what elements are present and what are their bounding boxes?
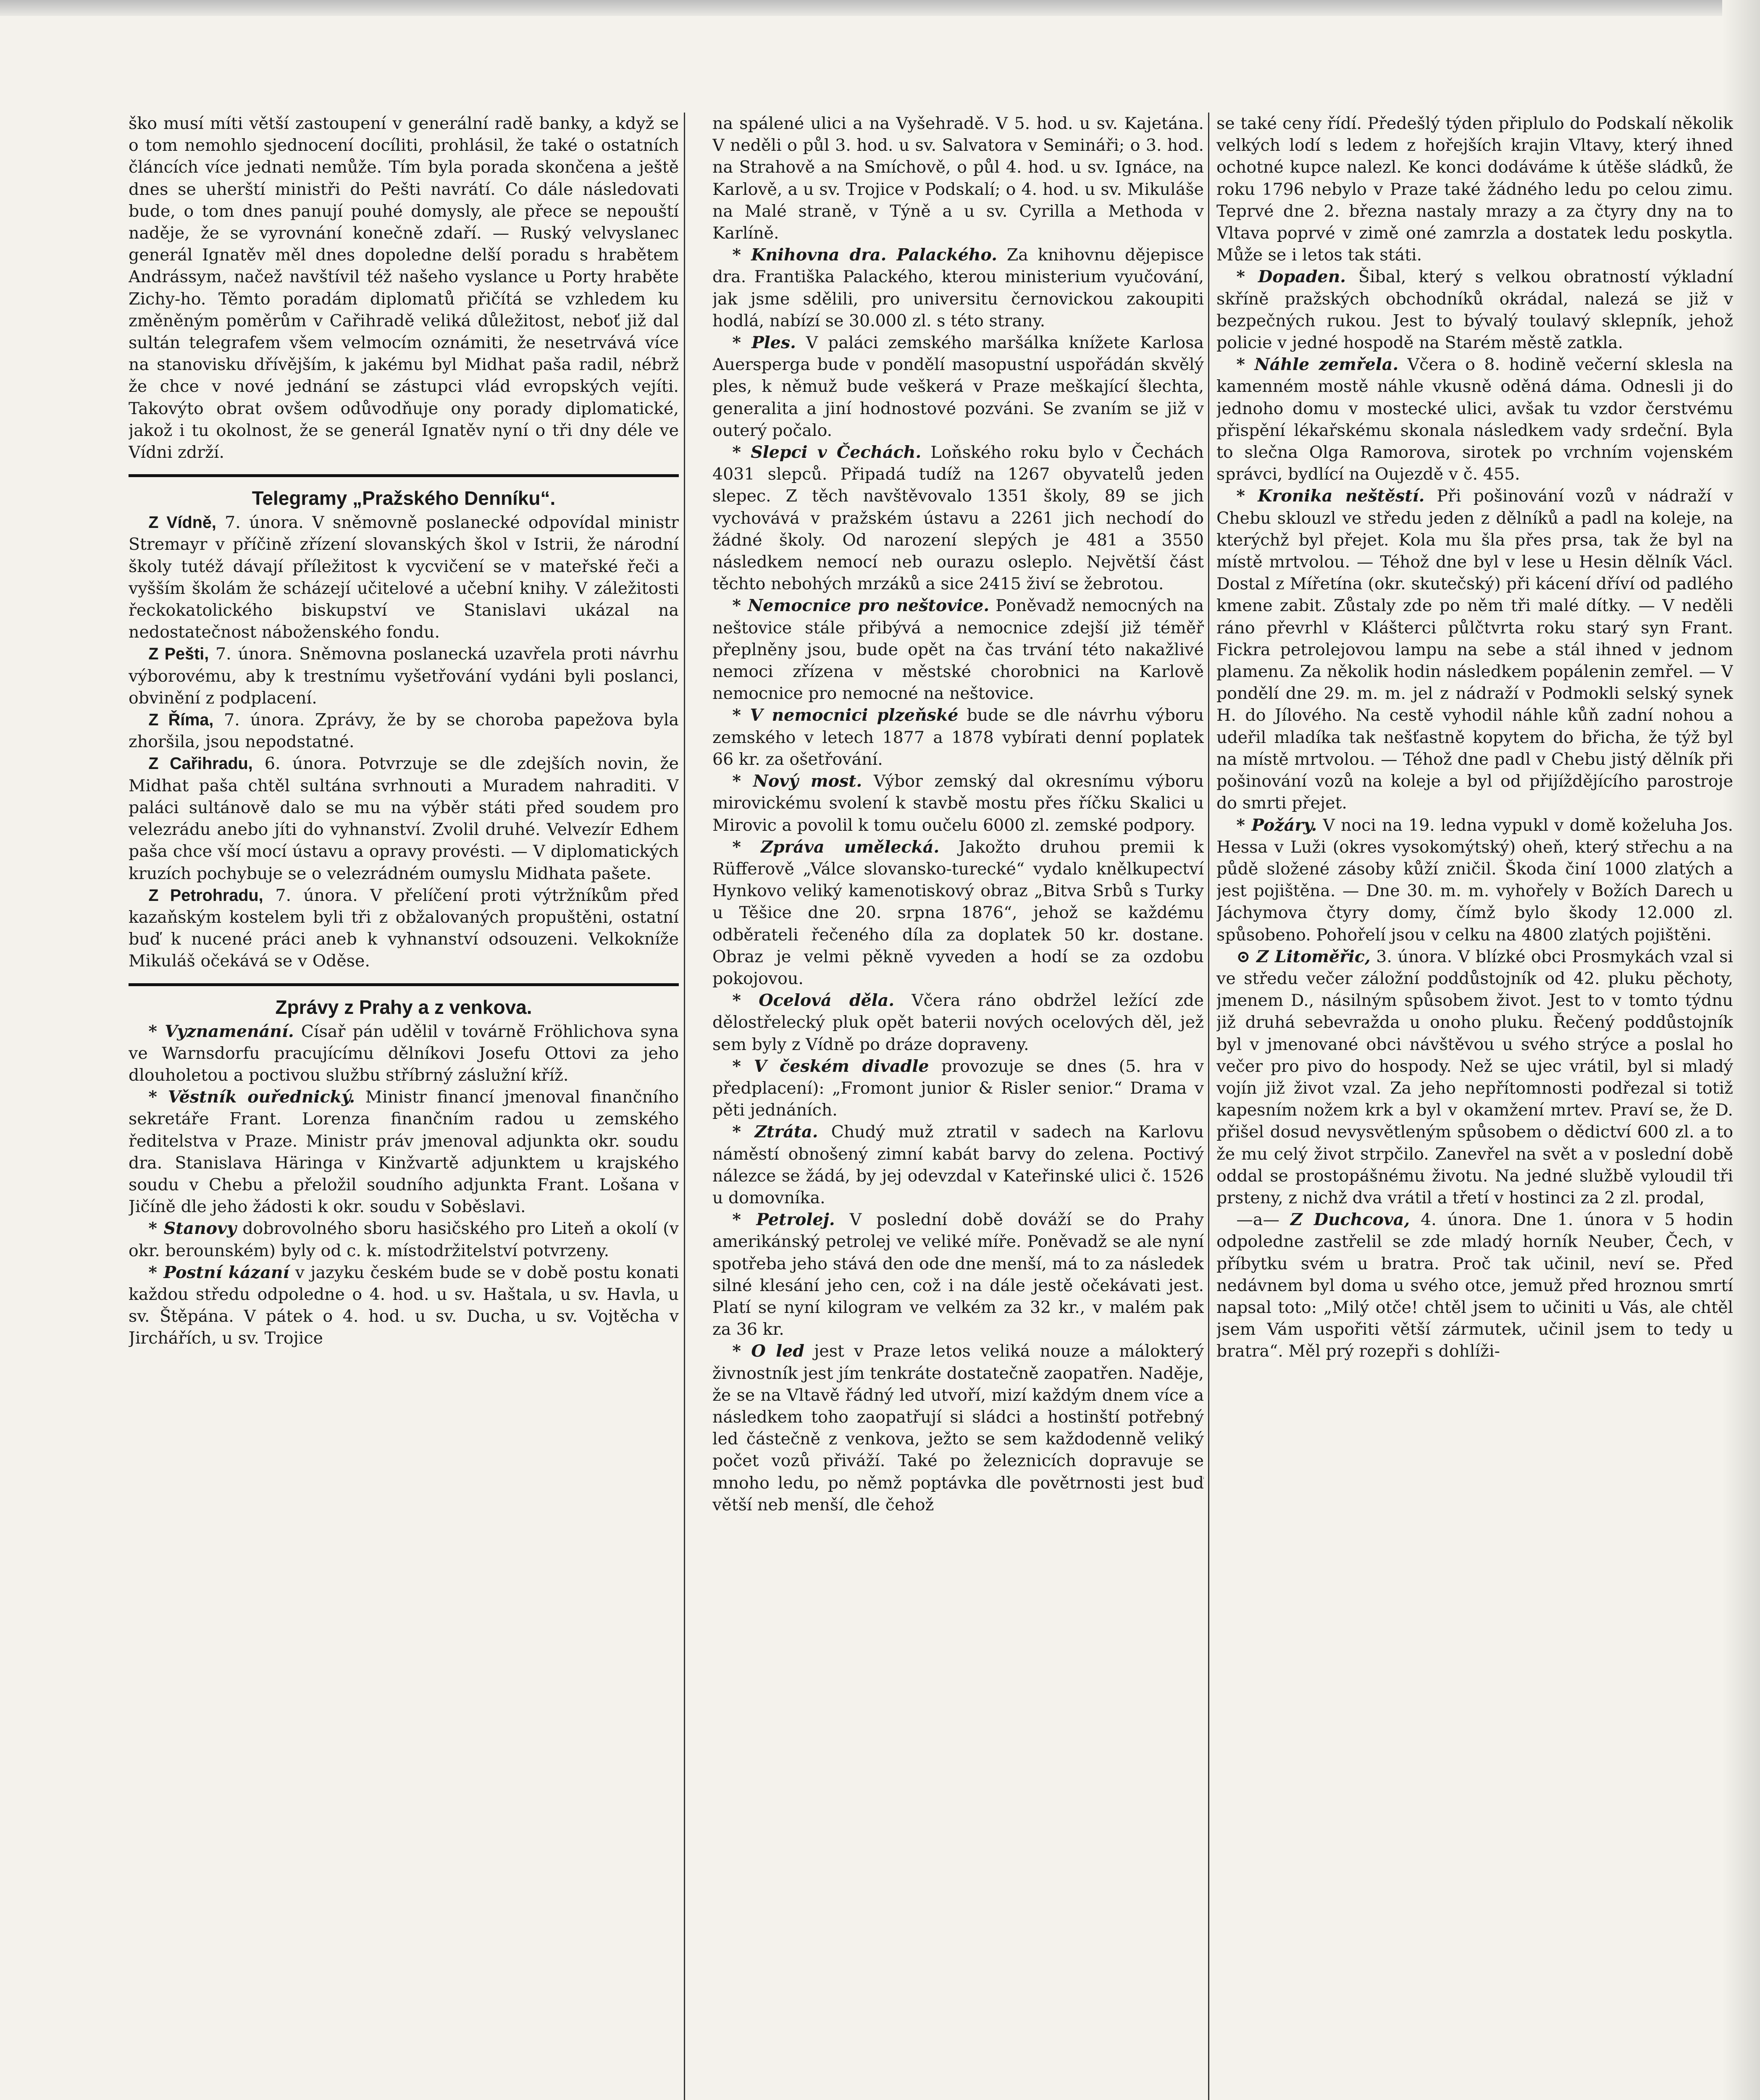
news-item: —a— Z Duchcova, 4. února. Dne 1. února v 5 hodin odpoledne zastřelil se zde mladý horník Neuber, Čech, v příbytku svém u bratra. Proč tak učinil, neví se. Před nedávnem byl doma u svého otce, jemuž před hroznou smrtí napsal toto: „Milý otče! chtěl jsem to učiniti u Vás, ale chtěl jsem Vám uspořiti větší zármutek, učinil jsem to tedy u bratra“. Měl prý rozepři s dohlíži- (1216, 1210, 1733, 1361)
news-item: * Požáry. V noci na 19. ledna vypukl v domě koželuha Jos. Hessa v Luži (okres vysokomýtský) oheň, který střechu a na půdě složené zásoby kůží zničil. Škoda činí 1000 zlatých a jest pojištěna. — Dne 30. m. m. vyhořely v Božích Darech u Jáchymova čtyry domy, čímž bylo škody 12.000 zl. spůsobeno. Pohořelí jsou v celku na 4800 zlatých pojištěni. (1216, 815, 1733, 945)
news-item-title: Ocelová děla. (759, 991, 895, 1011)
article-continuation: na spálené ulici a na Vyšehradě. V 5. hod. u sv. Kajetána. V neděli o půl 3. hod. u sv. Salvatora v Semináři; o 3. hod. na Strahově a na Smíchově, o půl 4. hod. u sv. Ignáce, na Karlově, a u sv. Trojice v Podskalí; o 4. hod. u sv. Mikuláše na Malé straně, v Týně a u sv. Cyrilla a Methoda v Karlíně. (712, 114, 1204, 243)
news-item-title: Petrolej. (756, 1210, 835, 1230)
correspondent-mark-icon: ⊙ (1236, 947, 1257, 966)
section-divider (129, 474, 679, 477)
news-item-title: Postní kázaní (163, 1263, 289, 1282)
dateline: Z Vídně, (148, 513, 216, 532)
news-item: * Kronika neštěstí. Při pošinování vozů v nádraží v Chebu sklouzl ve středu jeden z dělníků a padl na koleje, na kterýchž byl přejet. Kola mu šla přes prsa, tak že byl na místě mrtvolou. — Téhož dne byl v lese u Hesin dělník Václ. Dostal z Mířetína (okr. skutečský) při kácení dříví od padlého kmene zabit. Zůstaly zde po něm tři malé dítky. — V neděli ráno převrhl v Klášterci půlčtvrta roku starý syn Frant. Fickra petrolejovou lampu na sebe a stál ihned v jednom plamenu. Za několik hodin následkem popálenin zemřel. — V pondělí dne 29. m. m. jel z nádraží v Podmokli selský synek H. do Jílového. Na cestě vyhodil náhle kůň zadní nohou a udeřil mladíka tak nešťastně kopytem do břicha, že týž byl na místě mrtvolou. — Téhož dne padl v Chebu jistý dělník při pošinování vozů na koleje a byl od přijíždějícího parostroje do smrti přejet. (1216, 486, 1733, 813)
dateline: Z Petrohradu, (148, 886, 263, 905)
news-item-title: V nemocnici plzeňské (750, 706, 959, 725)
news-item-title: V českém divadle (754, 1056, 929, 1076)
news-item-title: Věstník ouřednický. (168, 1087, 355, 1107)
news-item: * Ocelová děla. Včera ráno obdržel ležící zde dělostřelecký pluk opět baterii nových ocelových děl, jež sem byly z Vídně po dráze dopraveny. (712, 991, 1204, 1054)
section-heading-local-news: Zprávy z Prahy a z venkova. (275, 996, 532, 1018)
news-item-title: Náhle zemřela. (1254, 355, 1399, 375)
newspaper-page (129, 113, 1733, 2100)
article-continuation: ško musí míti větší zastoupení v generální radě banky, a když se o tom nemohlo sjednocení docíliti, prohlásil, že také o ostatních článcích více jednati nemůže. Tím byla porada skončena a ještě dnes se uherští ministři do Pešti navrátí. Co dále následovati bude, o tom dnes panují pouhé domysly, ale přece se nepouští naděje, že se vyrovnání konečně zdaří. — Ruský velvyslanec generál Ignatěv měl dnes dopoledne delší poradu s hrabětem Andrássym, načež navštívil též našeho vyslance u Porty hraběte Zichy-ho. Těmto poradám diplomatů přičítá se vzhledem ku změněným poměrům v Cařihradě veliká důležitost, neboť již dal sultán telegrafem všem velmocím oznámiti, že nesetrvává více na stanovisku dřívějším, k jakému byl Midhat paša radil, nébrž že chce v nové jednání se zástupci vlád evropských vejíti. Takovýto obrat ovšem odůvodňuje ony porady diplomatické, jakož i tu okolnost, že se generál Ignatěv nyní o tři dny déle ve Vídni zdrží. (129, 114, 679, 462)
telegram-item: Z Říma, 7. února. Zprávy, že by se choroba papežova byla zhoršila, jsou nepodstatné. (129, 710, 679, 752)
scan-top-margin (0, 0, 1760, 16)
dateline: Z Cařihradu, (148, 754, 253, 773)
column-left (129, 113, 679, 2100)
news-item: * Zpráva umělecká. Jakožto druhou premii k Rüfferově „Válce slovansko-turecké“ vydalo knělkupectví Hynkovo veliký kamenotiskový obraz „Bitva Srbů s Turky u Těšice dne 20. srpna 1876“, jehož se každému odběrateli řečeného díla za doplatek 50 kr. dostane. Obraz je velmi pěkně vyveden a hodí se za ozdobu pokojovou. (712, 837, 1204, 988)
dateline: Z Duchcova, (1290, 1210, 1410, 1230)
news-item-title: Nový most. (753, 772, 862, 791)
news-item: * Postní kázaní v jazyku českém bude se v době postu konati každou středu odpoledne o 4. hod. u sv. Haštala, u sv. Havla, u sv. Štěpána. V pátek o 4. hod. u sv. Ducha, u sv. Vojtěcha v Jirchářích, u sv. Trojice (129, 1263, 679, 1348)
news-item: * Náhle zemřela. Včera o 8. hodině večerní sklesla na kamenném mostě náhle vkusně oděná dáma. Odnesli ji do jednoho domu v mostecké ulici, avšak tu vzdor čerstvému přispění lékařskému skonala následkem vady srdeční. Byla to slečna Olga Ramorova, sirotek po vrchním vojenském správci, bydlící na Oujezdě v č. 455. (1216, 355, 1733, 484)
news-item-title: Stanovy (163, 1219, 236, 1239)
correspondent-sign: —a— (1236, 1210, 1279, 1230)
news-item: * O led jest v Praze letos veliká nouze a málokterý živnostník jest jím tenkráte dostatečně zaopatřen. Naděje, že se na Vltavě řádný led utvoří, mizí každým dnem více a následkem toho zaopatřují si sládci a hostinští potřebný led částečně z venkova, ježto se sem každodenně veliký počet vozů přiváží. Také po železnicích dopravuje se mnoho ledu, po němž poptávka dle povětrnosti jest buď větší neb menší, dle čehož (712, 1341, 1204, 1515)
news-item: * Věstník ouřednický. Ministr financí jmenoval finančního sekretáře Frant. Lorenza finančním radou u zemského ředitelstva v Praze. Ministr práv jmenoval adjunkta okr. soudu dra. Stanislava Häringa v Kinžvartě adjunktem u krajského soudu v Chebu a přeložil soudního adjunkta Frant. Lošana v Jičíně dle jeho žádosti k okr. soudu v Soběslavi. (129, 1087, 679, 1217)
news-item-title: Kronika neštěstí. (1258, 486, 1425, 506)
news-item-title: Zpráva umělecká. (761, 837, 940, 857)
column-rule (684, 113, 685, 2100)
section-divider (129, 983, 679, 986)
news-item-title: Slepci v Čechách. (751, 443, 922, 462)
column-right (1216, 113, 1733, 2100)
news-item-title: Požáry. (1251, 815, 1317, 835)
dateline: Z Litoměřic, (1256, 947, 1371, 966)
news-item-title: Nemocnice pro neštovice. (748, 596, 990, 616)
news-item-title: Ztráta. (754, 1122, 818, 1142)
telegram-item: Z Vídně, 7. února. V sněmovně poslanecké odpovídal ministr Stremayr v příčině zřízení slovanských škol v Istrii, že národní školy tutéž dávají příležitost k vycvičení se v mateřské řeči a vyšším školám že scházejí učitelové a učební knihy. V záležitosti řeckokatolického biskupství ve Stanislavi ukázal na nedostatečnost náboženského fondu. (129, 513, 679, 642)
news-item: * V českém divadle provozuje se dnes (5. hra v předplacení): „Fromont junior & Risler senior.“ Drama v pěti jednáních. (712, 1056, 1204, 1120)
news-item: * V nemocnici plzeňské bude se dle návrhu výboru zemského v letech 1877 a 1878 vybírati denní poplatek 66 kr. za ošetřování. (712, 706, 1204, 769)
news-item: * Stanovy dobrovolného sboru hasičského pro Liteň a okolí (v okr. berounském) byly od c. k. místodržitelství potvrzeny. (129, 1219, 679, 1260)
news-item-title: Dopaden. (1258, 267, 1346, 287)
news-item: * Vyznamenání. Císař pán udělil v továrně Fröhlichova syna ve Warnsdorfu pracujícímu dělníkovi Josefu Ottovi za jeho dlouholetou a poctivou službu stříbrný záslužní kříž. (129, 1021, 679, 1085)
news-item: * Ples. V paláci zemského maršálka knížete Karlosa Auersperga bude v pondělí masopustní uspořádán skvělý ples, k němuž bude veškerá v Praze meškající šlechta, generalita a jiní hodnostové pozváni. Se zvaním se již v outerý počalo. (712, 333, 1204, 440)
news-item: * Ztráta. Chudý muž ztratil v sadech na Karlovu náměstí obnošený zimní kabát barvy do zelena. Poctivý nálezce se žádá, by jej odevzdal v Kateřinské ulici č. 1526 u domovníka. (712, 1122, 1204, 1208)
news-item: ⊙ Z Litoměřic, 3. února. V blízké obci Prosmykách vzal si ve středu večer záložní poddůstojník od 42. pluku pěchoty, jmenem D., násilným spůsobem život. Jest to v tomto týdnu již druhá sebevražda u onoho pluku. Řečený poddůstojník byl v jmenované obci návštěvou u svého strýce a poslal ho večer pro pivo do hospody. Než se ujec vrátil, byl si mladý vojín již život vzal. Za jeho nepřítomnosti podřezal si totiž kapesním nožem krk a byl v okamžení mrtev. Praví se, že D. přišel dosud nevysvětleným spůsobem o dědictví 600 zl. a to že mu celý život strpčilo. Zanevřel na svět a v poslední době oddal se prostopášnému životu. Na jedné službě vyloudil tři prsteny, z nichž dva vrátil a třetí v hostinci za 2 zl. prodal, (1216, 947, 1733, 1208)
news-item: * Petrolej. V poslední době dováží se do Prahy amerikánský petrolej ve veliké míře. Poněvadž se ale nyní spotřeba jeho stává den ode dne menší, má to za následek silné klesání jeho cen, což i na dále jestě očekávati jest. Platí se nyní kilogram ve velkém za 32 kr., v malém pak za 36 kr. (712, 1210, 1204, 1339)
news-item: * Nový most. Výbor zemský dal okresnímu výboru mirovickému svolení k stavbě mostu přes říčku Skalici u Mirovic a povolil k tomu oučelu 6000 zl. zemské podpory. (712, 772, 1204, 835)
telegram-item: Z Cařihradu, 6. února. Potvrzuje se dle zdejších novin, že Midhat paša chtěl sultána svrhnouti a Muradem nahraditi. V paláci sultánově dalo se mu na výběr státi před soudem pro velezrádu anebo jíti do vyhnanství. Zvolil druhé. Velvezír Edhem paša chce vší mocí ústavu a opravy provésti. — V diplomatických kruzích pochybuje se o velezrádném oumyslu Midhata pašete. (129, 754, 679, 883)
news-item-title: Vyznamenání. (165, 1021, 294, 1041)
dateline: Z Pešti, (148, 645, 209, 664)
telegram-item: Z Petrohradu, 7. února. V přelíčení proti výtržníkům před kazaňským kostelem byli tři z obžalovaných propuštěni, ostatní buď k nucené práci aneb k vyhnanství odsouzeni. Velkokníže Mikuláš očekává se v Oděse. (129, 885, 679, 971)
news-item: * Slepci v Čechách. Loňského roku bylo v Čechách 4031 slepců. Připadá tudíž na 1267 obyvatelů jeden slepec. Z těch navštěvovalo 1351 školy, 89 se jich vychovává v pražském ústavu a 2261 jich nechodí do žádné školy. Od narození slepých je 481 a 3550 následkem nemocí neb ourazu osleplo. Největší část těchto nebohých mrzáků a sice 2415 živí se žebrotou. (712, 443, 1204, 594)
column-rule (1208, 113, 1209, 2100)
section-heading-telegrams: Telegramy „Pražského Denníku“. (252, 487, 556, 509)
dateline: Z Říma, (148, 711, 214, 730)
news-item: * Knihovna dra. Palackého. Za knihovnu dějepisce dra. Františka Palackého, kterou ministerium vyučování, jak jsme sdělili, pro universitu černovickou zakoupiti hodlá, nabízí se 30.000 zl. s této strany. (712, 245, 1204, 331)
article-continuation: se také ceny řídí. Předešlý týden připlulo do Podskalí několik velkých lodí s ledem z hořejších krajin Vltavy, který ihned ochotné kupce nalezl. Ke konci dodáváme k útěše sládků, že roku 1796 nebylo v Praze také žádného ledu po celou zimu. Teprvé dne 2. března nastaly mrazy a za čtyry dny na to Vltava poprvé v zimě oné zamrzla a dostatek ledu poskytla. Může se i letos tak státi. (1216, 114, 1733, 265)
news-item: * Dopaden. Šibal, který s velkou obratností výkladní skříně pražských obchodníků okrádal, nalezá se již v bezpečných rukou. Jest to bývalý toulavý sklepník, jehož policie v jedné hospodě na Starém městě zatkla. (1216, 267, 1733, 353)
telegram-item: Z Pešti, 7. února. Sněmovna poslanecká uzavřela proti návrhu výborovému, aby k trestnímu vyšetřování vydáni byli poslanci, obvinění z podplacení. (129, 644, 679, 708)
news-item: * Nemocnice pro neštovice. Poněvadž nemocných na neštovice stále přibývá a nemocnice zdejší již téměř přeplněny jsou, bude opět na čas trvání této nakažlivé nemoci zřízena v městské chorobnici na Karlově nemocnice pro nemocné na neštovice. (712, 596, 1204, 704)
news-item-title: Knihovna dra. Palackého. (751, 245, 997, 265)
column-middle (712, 113, 1204, 2100)
news-item-title: Ples. (751, 333, 796, 353)
news-item-title: O led (751, 1341, 804, 1361)
